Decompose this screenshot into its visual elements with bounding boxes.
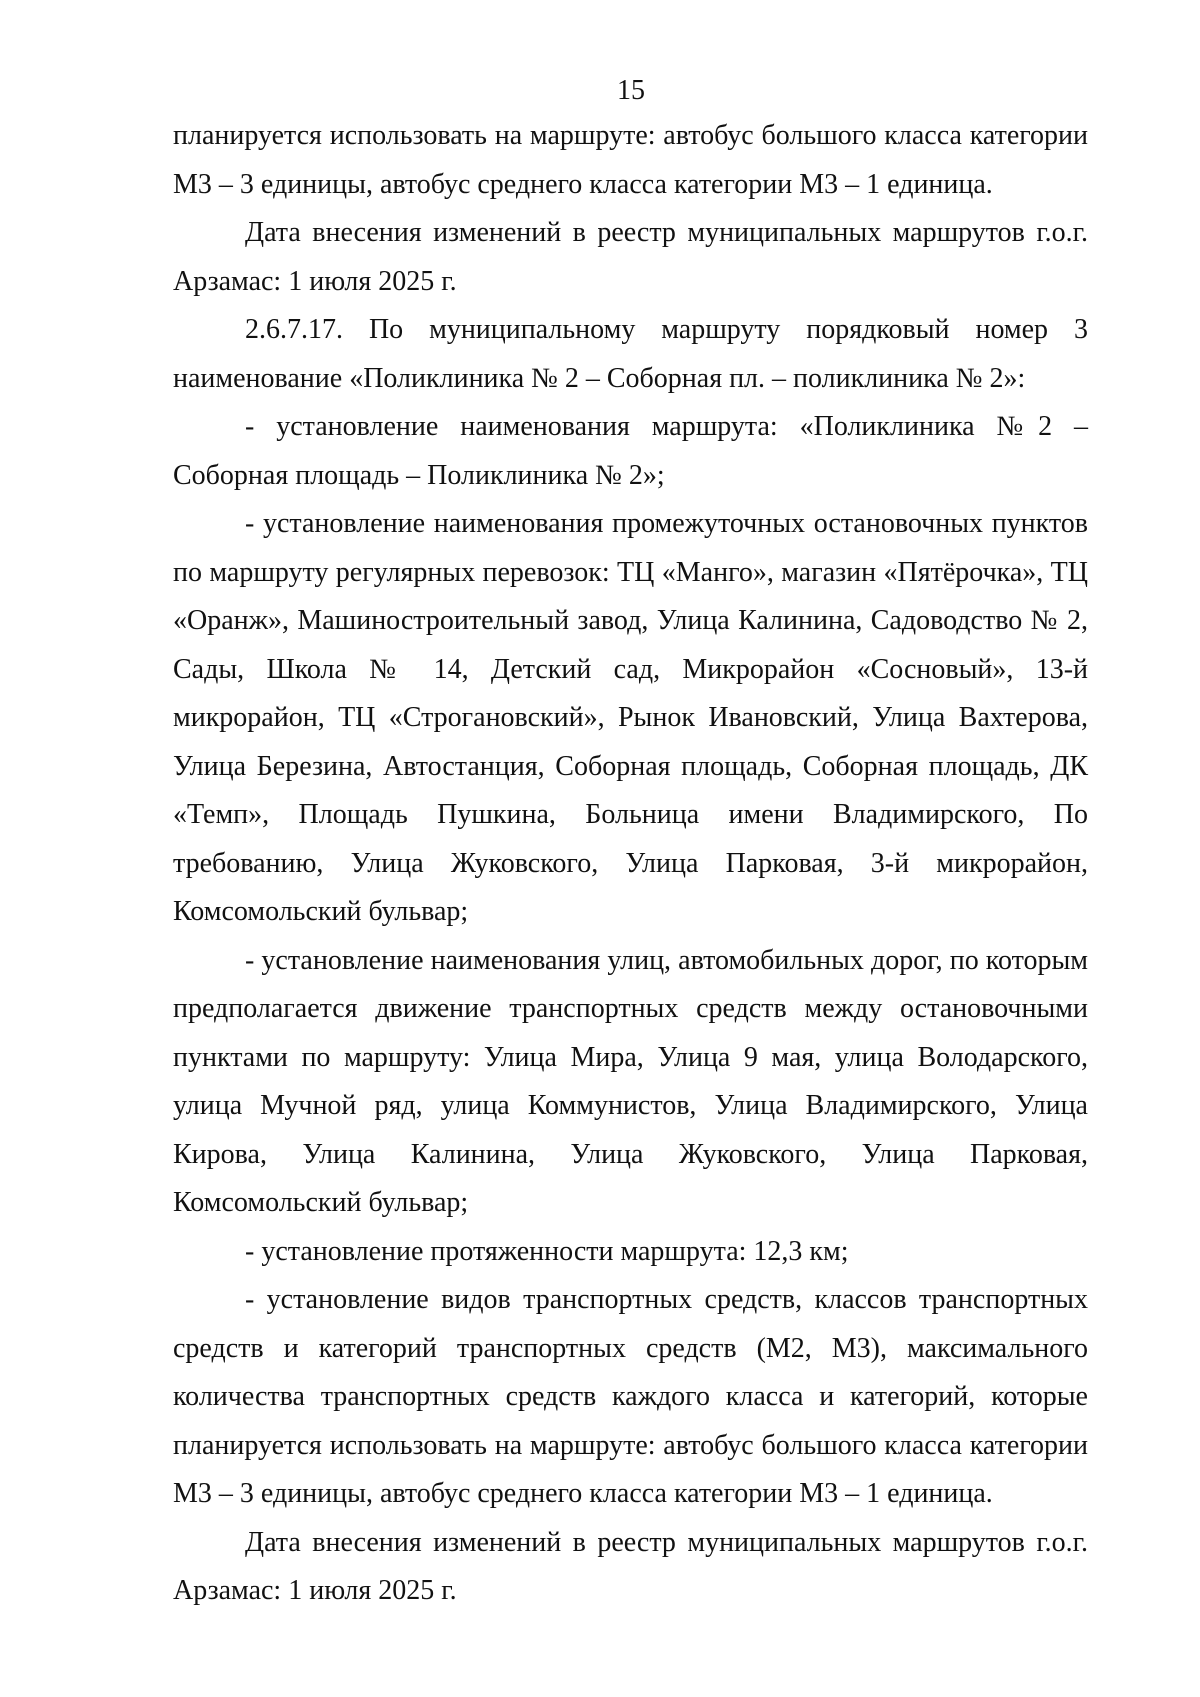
paragraph-route-heading: 2.6.7.17. По муниципальному маршруту порядковый номер 3 наименование «Поликлиника № 2 – Соборная пл. – поликлиника № 2»: xyxy=(173,314,1088,394)
paragraph-vehicle-types: - установление видов транспортных средств, классов транспортных средств и категорий транспортных средств (М2, М3), максимального количества транспортных средств каждого класса и категорий, которые планируется использовать на маршруте: автобус большого класса категории М3 – 3 единицы, автобус среднего класса категории М3 – 1 единица. xyxy=(173,1284,1088,1509)
paragraph-vehicles-continued: планируется использовать на маршруте: автобус большого класса категории М3 – 3 единицы, автобус среднего класса категории М3 – 1 единица. xyxy=(173,120,1088,200)
paragraph-route-length: - установление протяженности маршрута: 12,3 км; xyxy=(245,1235,849,1267)
page-number: 15 xyxy=(617,75,645,106)
paragraph-intermediate-stops: - установление наименования промежуточных остановочных пунктов по маршруту регулярных перевозок: ТЦ «Манго», магазин «Пятёрочка», ТЦ «Оранж», Машиностроительный завод, Улица Калинина, Садоводство № 2, Сады, Школа № 14, Детский сад, Микрорайон «Сосновый», 13-й микрорайон, ТЦ «Строгановский», Рынок Ивановский, Улица Вахтерова, Улица Березина, Автостанция, Соборная площадь, Соборная площадь, ДК «Темп», Площадь Пушкина, Больница имени Владимирского, По требованию, Улица Жуковского, Улица Парковая, 3-й микрорайон, Комсомольский бульвар; xyxy=(173,508,1088,927)
paragraph-registry-date-2: Дата внесения изменений в реестр муниципальных маршрутов г.о.г. Арзамас: 1 июля 2025 г. xyxy=(173,1526,1088,1606)
document-body xyxy=(173,112,1088,1616)
paragraph-streets: - установление наименования улиц, автомобильных дорог, по которым предполагается движение транспортных средств между остановочными пунктами по маршруту: Улица Мира, Улица 9 мая, улица Володарского, улица Мучной ряд, улица Коммунистов, Улица Владимирского, Улица Кирова, Улица Калинина, Улица Жуковского, Улица Парковая, Комсомольский бульвар; xyxy=(173,944,1088,1218)
paragraph-registry-date: Дата внесения изменений в реестр муниципальных маршрутов г.о.г. Арзамас: 1 июля 2025 г. xyxy=(173,217,1088,297)
paragraph-route-name: - установление наименования маршрута: «Поликлиника №2 – Соборная площадь – Поликлиника № 2»; xyxy=(173,411,1088,491)
